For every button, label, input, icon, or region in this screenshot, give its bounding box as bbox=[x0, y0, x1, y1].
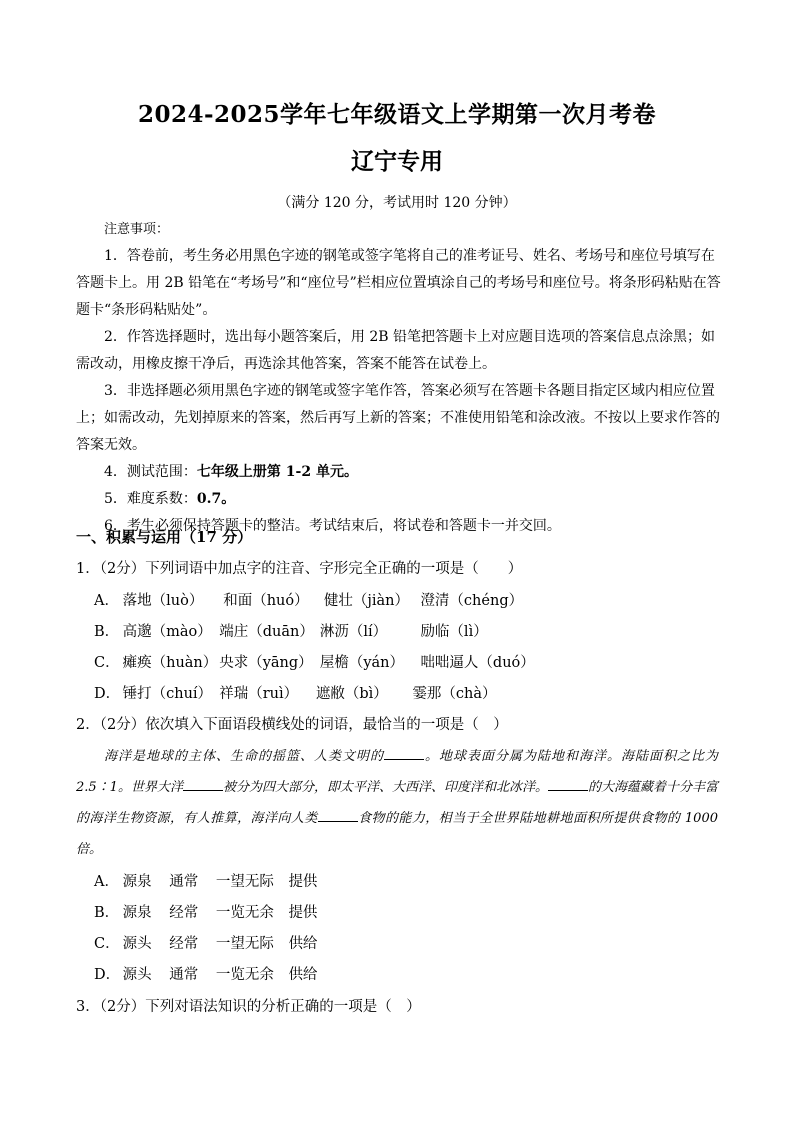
option-label: D． bbox=[94, 967, 121, 983]
option-word: 源头 bbox=[122, 967, 152, 983]
option-word: 高邈（mào） bbox=[122, 624, 212, 640]
notice-item-3: 3．非选择题必须用黑色字迹的钢笔或签字笔作答，答案必须写在答题卡各题目指定区域内相应位置上；如需改动，先划掉原来的答案，然后再写上新的答案；不准使用铅笔和涂改液。不按以上要求作答的答案无效。 bbox=[76, 383, 720, 453]
option-word: 健壮（jiàn） bbox=[323, 593, 409, 609]
option-word: 一览无余 bbox=[215, 905, 274, 921]
question-2-option-a[interactable] bbox=[94, 870, 317, 891]
option-word: 一望无际 bbox=[215, 874, 274, 890]
option-word: 锤打（chuí） bbox=[122, 686, 213, 702]
question-1-option-b[interactable] bbox=[94, 620, 488, 641]
option-word: 供给 bbox=[288, 967, 318, 983]
option-word: 和面（huó） bbox=[223, 593, 309, 609]
question-3-stem: 3．（2分）下列对语法知识的分析正确的一项是（ ） bbox=[76, 999, 421, 1015]
option-label: C． bbox=[94, 655, 120, 671]
option-label: B． bbox=[94, 624, 120, 640]
option-word: 经常 bbox=[169, 936, 199, 952]
option-label: B． bbox=[94, 905, 120, 921]
question-1-option-d[interactable] bbox=[94, 682, 497, 703]
question-2-option-c[interactable] bbox=[94, 932, 317, 953]
option-word: 祥瑞（ruì） bbox=[219, 686, 299, 702]
fill-blank-3 bbox=[548, 778, 588, 791]
exam-duration-note: （满分 120 分，考试用时 120 分钟） bbox=[277, 195, 517, 211]
fill-blank-4 bbox=[318, 809, 358, 822]
notice-item-5 bbox=[76, 486, 726, 513]
question-1-option-c[interactable] bbox=[94, 651, 535, 672]
notice-item-4 bbox=[76, 459, 726, 486]
exam-title: 2024-2025学年七年级语文上学期第一次月考卷 bbox=[137, 101, 657, 128]
option-label: A． bbox=[94, 593, 119, 609]
passage-text: 被分为四大部分，即太平洋、大西洋、印度洋和北冰洋。 bbox=[222, 780, 548, 795]
passage-text: 。地球表面分属为陆地和海洋。海陆面积之比为 2.5∶1。世界大洋 bbox=[76, 749, 718, 795]
option-word: 源泉 bbox=[122, 905, 152, 921]
option-word: 源头 bbox=[122, 936, 152, 952]
option-word: 提供 bbox=[288, 874, 318, 890]
option-word: 央求（yāng） bbox=[219, 655, 313, 671]
notice-list bbox=[76, 243, 726, 540]
question-2-stem: 2．（2分）依次填入下面语段横线处的词语，最恰当的一项是（ ） bbox=[76, 717, 508, 733]
exam-subtitle: 辽宁专用 bbox=[351, 148, 443, 175]
passage-text: 食物的能力，相当于全世界陆地耕地面积所提供食物的 1000 倍。 bbox=[76, 811, 718, 857]
question-1-option-a[interactable] bbox=[94, 589, 523, 610]
option-word: 澄清（chéng） bbox=[420, 593, 524, 609]
option-word: 一望无际 bbox=[215, 936, 274, 952]
option-word: 屋檐（yán） bbox=[319, 655, 405, 671]
notice-item-1: 1．答卷前，考生务必用黑色字迹的钢笔或签字笔将自己的准考证号、姓名、考场号和座位号填写在答题卡上。用 2B 铅笔在“考场号”和“座位号”栏相应位置填涂自己的考场号和座位号。将条形码粘贴在答题卡“条形码粘贴处”。 bbox=[76, 248, 721, 318]
question-2-option-b[interactable] bbox=[94, 901, 317, 922]
option-word: 通常 bbox=[169, 967, 199, 983]
option-word: 淋沥（lí） bbox=[319, 624, 388, 640]
option-word: 经常 bbox=[169, 905, 199, 921]
notice-item-6: 6．考生必须保持答题卡的整洁。考试结束后，将试卷和答题卡一并交回。 bbox=[104, 518, 561, 534]
passage-text: 海洋是地球的主体、生命的摇篮、人类文明的 bbox=[104, 749, 384, 764]
question-2-option-d[interactable] bbox=[94, 963, 317, 984]
notice-item-2: 2．作答选择题时，选出每小题答案后，用 2B 铅笔把答题卡上对应题目选项的答案信息点涂黑；如需改动，用橡皮擦干净后，再选涂其他答案，答案不能答在试卷上。 bbox=[76, 329, 716, 372]
option-word: 霎那（chà） bbox=[412, 686, 497, 702]
option-word: 提供 bbox=[288, 905, 318, 921]
question-1-stem: 1．（2分）下列词语中加点字的注音、字形完全正确的一项是（ ） bbox=[76, 561, 523, 577]
question-2-passage bbox=[76, 741, 718, 865]
fill-blank-2 bbox=[183, 778, 223, 791]
option-label: C． bbox=[94, 936, 120, 952]
passage-text: 的大海蕴藏着十分丰富的海洋生物资源，有人推算，海洋向人类 bbox=[76, 780, 718, 826]
option-label: A． bbox=[94, 874, 119, 890]
notice-title: 注意事项： bbox=[104, 222, 170, 237]
section-heading: 一、积累与运用（17 分） bbox=[76, 528, 253, 546]
notice-item-4-range: 七年级上册第 1-2 单元。 bbox=[196, 464, 358, 480]
notice-item-5-difficulty: 0.7。 bbox=[196, 491, 236, 507]
option-word: 供给 bbox=[288, 936, 318, 952]
option-word: 落地（luò） bbox=[122, 593, 204, 609]
option-word: 端庄（duān） bbox=[219, 624, 314, 640]
option-word: 一览无余 bbox=[215, 967, 274, 983]
option-word: 通常 bbox=[169, 874, 199, 890]
option-word: 励临（lì） bbox=[420, 624, 488, 640]
fill-blank-1 bbox=[384, 747, 424, 760]
option-word: 瘫痪（huàn） bbox=[122, 655, 218, 671]
option-word: 源泉 bbox=[122, 874, 152, 890]
notice-item-5-prefix: 5．难度系数： bbox=[104, 491, 197, 507]
notice-item-4-prefix: 4．测试范围： bbox=[104, 464, 197, 480]
option-word: 咄咄逼人（duó） bbox=[420, 655, 535, 671]
option-label: D． bbox=[94, 686, 121, 702]
option-word: 遮敝（bì） bbox=[315, 686, 388, 702]
